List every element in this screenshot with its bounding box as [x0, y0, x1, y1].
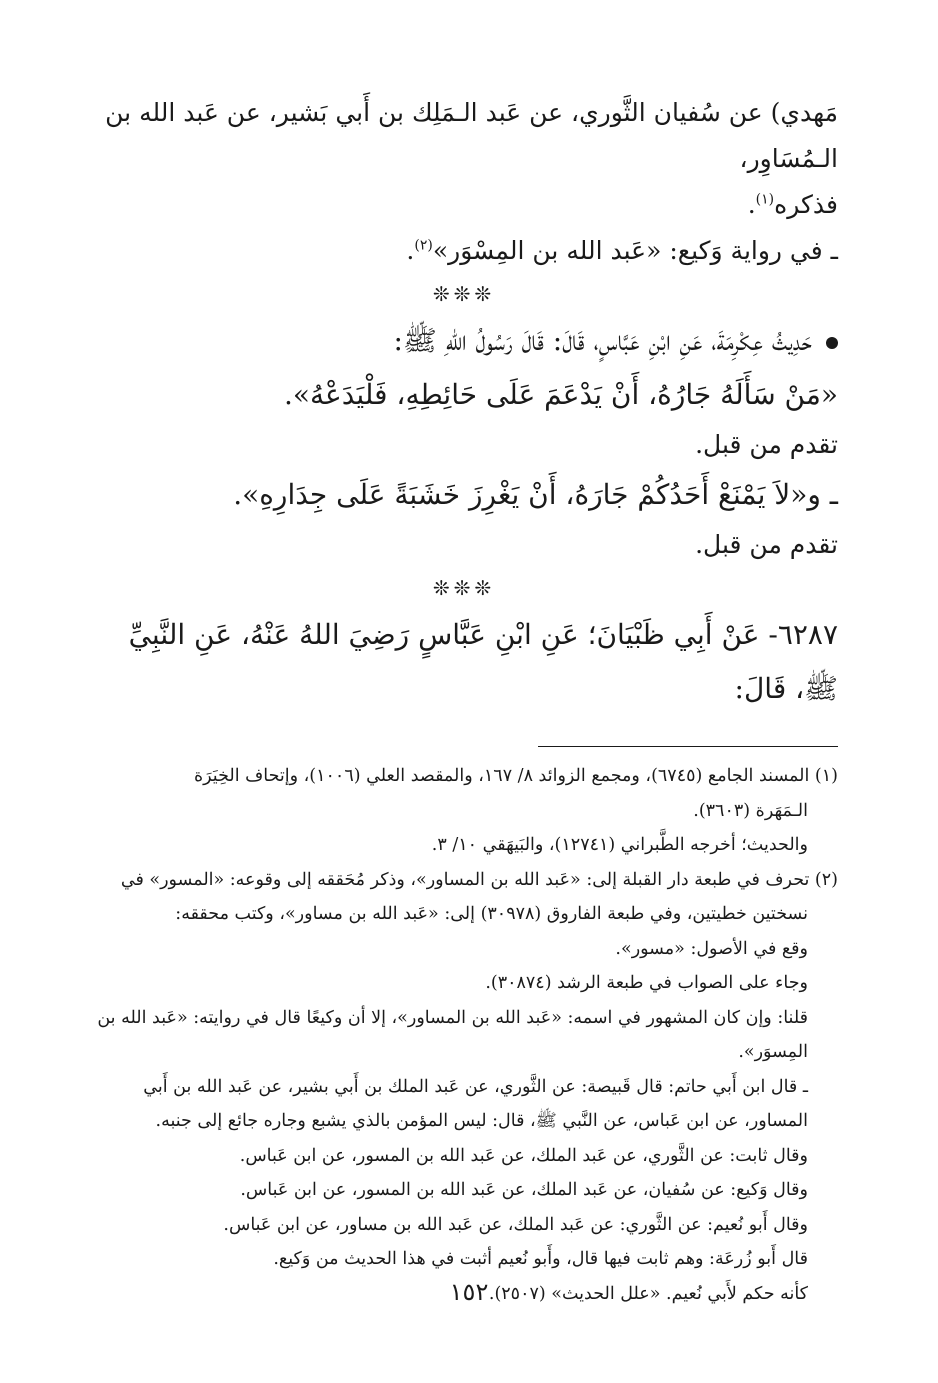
- text-line: [90, 228, 838, 274]
- hadith-text: حَدِيثُ عِكْرِمَةَ، عَنِ ابْنِ عَبَّاسٍ، قَالَ: قَالَ رَسُولُ اللهِ ﷺ:: [393, 324, 812, 357]
- footnotes: [90, 759, 838, 1311]
- hadith-text: «مَنْ سَأَلَهُ جَارُهُ، أَنْ يَدْعَمَ عَلَى حَائِطِهِ، فَلْيَدَعْهُ».: [283, 378, 838, 411]
- footnote-line: المِسوَر».: [738, 1042, 808, 1062]
- footnote-line: المساور، عن ابن عَباس، عن النَّبي ﷺ، قال: ليس المؤمن بالذي يشبع وجاره جائع إلى جنبه.: [155, 1111, 808, 1131]
- footnote-ref-2[interactable]: (٢): [414, 237, 433, 254]
- text-line: تقدم من قبل.: [695, 430, 838, 459]
- footnote-line: وجاء على الصواب في طبعة الرشد (٣٠٨٧٤).: [485, 973, 808, 993]
- main-text: [90, 90, 838, 716]
- footnote-line: ـ قال ابن أَبي حاتم: قال قَبيصة: عن الثَّوري، عن عَبد الملك بن أَبي بشير، عن عَبد الله بن أَبي: [143, 1076, 808, 1097]
- footnote-line: كأنه حكم لأَبي نُعيم. «علل الحديث» (٢٥٠٧).: [488, 1283, 808, 1304]
- footnote-line: وقع في الأصول: «مسور».: [615, 938, 808, 959]
- footnote-line: قلنا: وإن كان المشهور في اسمه: «عَبد الله بن المساور»، إلا أن وكيعًا قال في روايته: «عَبد الله بن: [97, 1007, 808, 1028]
- text-span: .: [406, 236, 415, 265]
- footnote-line: والحديث؛ أخرجه الطَّبراني (١٢٧٤١)، والبَيهَقي ١٠/ ٣.: [431, 835, 808, 855]
- footnote-line: وقال ثابت: عن الثَّوري، عن عَبد الملك، عن عَبد الله بن المسور، عن ابن عَباس.: [239, 1145, 808, 1166]
- text-span: ـ في رواية وَكيع: «عَبد الله بن المِسْوَر»: [432, 236, 838, 265]
- text-span: .: [747, 190, 756, 219]
- text-line: تقدم من قبل.: [695, 530, 838, 559]
- hadith-text: ـ و«لاَ يَمْنَعْ أَحَدُكُمْ جَارَهُ، أَنْ يَغْرِزَ خَشَبَةً عَلَى جِدَارِهِ».: [233, 478, 838, 511]
- footnote-line: وقال أَبو نُعيم: عن الثَّوري: عن عَبد الملك، عن عَبد الله بن مساور، عن ابن عَباس.: [223, 1214, 808, 1235]
- bullet-icon: [826, 337, 838, 349]
- footnote-divider: [538, 746, 838, 747]
- page-content: [90, 90, 838, 1311]
- footnote-1: (١) المسند الجامع (٦٧٤٥)، ومجمع الزوائد ٨/ ١٦٧، والمقصد العلي (١٠٠٦)، وإتحاف الخِيَرَة: [193, 766, 838, 786]
- page-number: ١٥٢: [449, 1278, 489, 1306]
- text-line: مَهدي) عن سُفيان الثَّوري، عن عَبد الـمَلِك بن أَبي بَشير، عن عَبد الله بن الـمُسَاوِر،: [105, 98, 838, 173]
- text-line: [90, 182, 838, 228]
- section-separator: ❊❊❊: [432, 282, 496, 306]
- footnote-ref-1[interactable]: (١): [755, 191, 775, 208]
- footnote-line: وقال وَكيع: عن سُفيان، عن عَبد الملك، عن عَبد الله بن المسور، عن ابن عَباس.: [240, 1180, 808, 1200]
- footnote-2: (٢) تحرف في طبعة دار القبلة إلى: «عَبد الله بن المساور»، وذكر مُحَققه إلى وقوعه: «المسور» في: [120, 869, 838, 890]
- footnote-line: الـمَهَرة (٣٦٠٣).: [693, 800, 808, 821]
- footnote-line: قال أَبو زُرعَة: وهم ثابت فيها قال، وأَبو نُعيم أثبت في هذا الحديث من وَكيع.: [273, 1249, 808, 1269]
- hadith-heading: [90, 314, 838, 368]
- hadith-heading: ٦٢٨٧- عَنْ أَبِي ظَبْيَانَ؛ عَنِ ابْنِ عَبَّاسٍ رَضِيَ اللهُ عَنْهُ، عَنِ النَّبِيِّ ﷺ، قَالَ:: [128, 618, 838, 705]
- section-separator: ❊❊❊: [432, 576, 496, 600]
- footnote-line: نسختين خطيتين، وفي طبعة الفاروق (٣٠٩٧٨) إلى: «عَبد الله بن مساور»، وكتب محققه:: [175, 904, 808, 924]
- text-span: فذكره: [774, 190, 838, 219]
